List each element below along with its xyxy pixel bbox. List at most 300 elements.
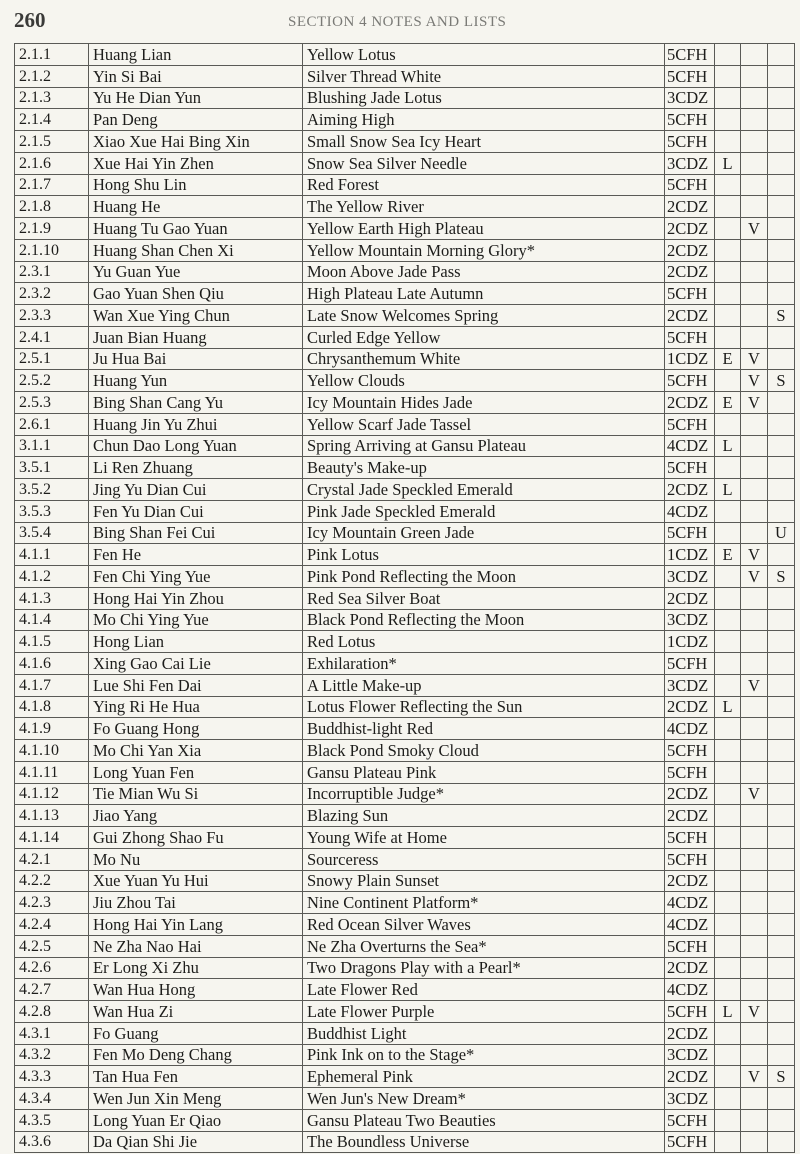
type-code: 2CDZ [665,261,715,283]
flag-3: S [768,305,795,327]
type-code: 5CFH [665,761,715,783]
flag-3 [768,653,795,675]
type-code: 5CFH [665,131,715,153]
flag-2 [741,305,768,327]
chinese-name: Huang Shan Chen Xi [89,239,303,261]
chinese-name: Long Yuan Fen [89,761,303,783]
type-code: 5CFH [665,370,715,392]
cultivar-code: 2.1.6 [15,152,89,174]
flag-2 [741,131,768,153]
table-row [15,479,795,501]
flag-3: S [768,566,795,588]
flag-1 [715,631,741,653]
english-name: Moon Above Jade Pass [303,261,665,283]
chinese-name: Yin Si Bai [89,65,303,87]
section-title: SECTION 4 NOTES AND LISTS [288,14,507,30]
cultivar-code: 4.1.12 [15,783,89,805]
flag-3 [768,239,795,261]
chinese-name: Chun Dao Long Yuan [89,435,303,457]
flag-3 [768,435,795,457]
chinese-name: Fen Yu Dian Cui [89,500,303,522]
table-row [15,239,795,261]
table-row [15,1109,795,1131]
flag-3 [768,979,795,1001]
flag-1 [715,1066,741,1088]
chinese-name: Hong Shu Lin [89,174,303,196]
type-code: 4CDZ [665,500,715,522]
type-code: 5CFH [665,1109,715,1131]
type-code: 5CFH [665,522,715,544]
english-name: Yellow Lotus [303,44,665,66]
flag-2 [741,239,768,261]
flag-2 [741,44,768,66]
flag-1 [715,500,741,522]
flag-1 [715,892,741,914]
type-code: 4CDZ [665,435,715,457]
cultivar-code: 2.1.5 [15,131,89,153]
cultivar-code: 4.2.4 [15,914,89,936]
flag-1 [715,326,741,348]
flag-3 [768,218,795,240]
flag-1 [715,174,741,196]
english-name: Pink Lotus [303,544,665,566]
table-row [15,87,795,109]
table-row [15,827,795,849]
table-row [15,500,795,522]
type-code: 4CDZ [665,718,715,740]
cultivar-code: 2.1.10 [15,239,89,261]
flag-2 [741,87,768,109]
type-code: 1CDZ [665,544,715,566]
flag-2 [741,457,768,479]
flag-1 [715,587,741,609]
chinese-name: Wen Jun Xin Meng [89,1088,303,1110]
page-header [14,8,794,36]
english-name: Black Pond Smoky Cloud [303,740,665,762]
flag-2: V [741,566,768,588]
flag-3 [768,87,795,109]
cultivar-code: 4.2.6 [15,957,89,979]
flag-2 [741,413,768,435]
chinese-name: Hong Hai Yin Lang [89,914,303,936]
chinese-name: Huang Lian [89,44,303,66]
english-name: Yellow Scarf Jade Tassel [303,413,665,435]
english-name: A Little Make-up [303,674,665,696]
chinese-name: Yu Guan Yue [89,261,303,283]
table-row [15,631,795,653]
table-row [15,1066,795,1088]
flag-1 [715,653,741,675]
flag-2 [741,500,768,522]
table-row [15,1131,795,1153]
cultivar-code: 4.1.6 [15,653,89,675]
english-name: Gansu Plateau Two Beauties [303,1109,665,1131]
flag-3 [768,957,795,979]
type-code: 5CFH [665,174,715,196]
type-code: 3CDZ [665,87,715,109]
cultivar-code: 4.2.1 [15,848,89,870]
flag-2 [741,805,768,827]
chinese-name: Xiao Xue Hai Bing Xin [89,131,303,153]
cultivar-code: 4.2.8 [15,1001,89,1023]
cultivar-code: 4.1.2 [15,566,89,588]
flag-3 [768,870,795,892]
flag-2: V [741,1066,768,1088]
flag-2 [741,522,768,544]
cultivar-code: 2.5.1 [15,348,89,370]
table-row [15,131,795,153]
table-row [15,1044,795,1066]
type-code: 5CFH [665,109,715,131]
flag-3 [768,196,795,218]
flag-3 [768,1109,795,1131]
type-code: 2CDZ [665,239,715,261]
flag-3 [768,326,795,348]
chinese-name: Jiu Zhou Tai [89,892,303,914]
cultivar-code: 3.5.2 [15,479,89,501]
flag-2: V [741,348,768,370]
chinese-name: Gui Zhong Shao Fu [89,827,303,849]
flag-1 [715,109,741,131]
flag-1 [715,218,741,240]
type-code: 2CDZ [665,1066,715,1088]
flag-1: L [715,1001,741,1023]
flag-2 [741,1109,768,1131]
flag-1 [715,44,741,66]
flag-1 [715,196,741,218]
english-name: Pink Ink on to the Stage* [303,1044,665,1066]
type-code: 2CDZ [665,196,715,218]
english-name: The Boundless Universe [303,1131,665,1153]
table-row [15,740,795,762]
cultivar-code: 4.1.8 [15,696,89,718]
chinese-name: Jing Yu Dian Cui [89,479,303,501]
type-code: 5CFH [665,1131,715,1153]
english-name: Wen Jun's New Dream* [303,1088,665,1110]
flag-1 [715,413,741,435]
type-code: 2CDZ [665,957,715,979]
flag-3 [768,392,795,414]
table-row [15,65,795,87]
flag-2 [741,479,768,501]
english-name: Exhilaration* [303,653,665,675]
flag-2 [741,696,768,718]
flag-3 [768,631,795,653]
cultivar-code: 2.3.2 [15,283,89,305]
flag-2 [741,587,768,609]
table-row [15,870,795,892]
chinese-name: Bing Shan Cang Yu [89,392,303,414]
table-row [15,152,795,174]
cultivar-code: 2.1.4 [15,109,89,131]
cultivar-code: 4.1.10 [15,740,89,762]
flag-1 [715,718,741,740]
cultivar-code: 4.1.11 [15,761,89,783]
flag-2 [741,631,768,653]
flag-3 [768,740,795,762]
flag-2 [741,1022,768,1044]
cultivar-code: 3.5.1 [15,457,89,479]
chinese-name: Ying Ri He Hua [89,696,303,718]
type-code: 5CFH [665,653,715,675]
table-row [15,653,795,675]
flag-1 [715,1044,741,1066]
flag-3 [768,914,795,936]
flag-3 [768,44,795,66]
cultivar-code: 4.1.5 [15,631,89,653]
english-name: Icy Mountain Green Jade [303,522,665,544]
flag-2: V [741,370,768,392]
flag-1: L [715,696,741,718]
cultivar-code: 2.1.2 [15,65,89,87]
flag-2 [741,65,768,87]
table-row [15,674,795,696]
flag-1 [715,1131,741,1153]
table-row [15,892,795,914]
flag-2 [741,718,768,740]
english-name: Blushing Jade Lotus [303,87,665,109]
flag-3 [768,174,795,196]
flag-1 [715,870,741,892]
flag-1 [715,805,741,827]
chinese-name: Jiao Yang [89,805,303,827]
chinese-name: Wan Hua Hong [89,979,303,1001]
flag-1 [715,1109,741,1131]
flag-1 [715,957,741,979]
chinese-name: Gao Yuan Shen Qiu [89,283,303,305]
english-name: Yellow Mountain Morning Glory* [303,239,665,261]
flag-3 [768,1022,795,1044]
flag-1: L [715,152,741,174]
cultivar-code: 3.1.1 [15,435,89,457]
table-row [15,696,795,718]
type-code: 5CFH [665,935,715,957]
chinese-name: Ne Zha Nao Hai [89,935,303,957]
cultivar-code: 4.2.7 [15,979,89,1001]
flag-1 [715,87,741,109]
english-name: Crystal Jade Speckled Emerald [303,479,665,501]
table-row [15,392,795,414]
table-row [15,196,795,218]
type-code: 3CDZ [665,1044,715,1066]
cultivar-code: 2.1.1 [15,44,89,66]
cultivar-code: 2.3.1 [15,261,89,283]
english-name: Young Wife at Home [303,827,665,849]
type-code: 5CFH [665,413,715,435]
cultivar-code: 3.5.4 [15,522,89,544]
type-code: 2CDZ [665,870,715,892]
flag-2 [741,152,768,174]
flag-1 [715,609,741,631]
flag-1: E [715,392,741,414]
chinese-name: Juan Bian Huang [89,326,303,348]
table-row [15,914,795,936]
english-name: Snowy Plain Sunset [303,870,665,892]
flag-1 [715,761,741,783]
flag-2: V [741,392,768,414]
flag-3 [768,479,795,501]
type-code: 5CFH [665,326,715,348]
chinese-name: Mo Nu [89,848,303,870]
flag-2 [741,326,768,348]
flag-1 [715,566,741,588]
flag-3 [768,65,795,87]
flag-2 [741,935,768,957]
flag-2: V [741,544,768,566]
table-row [15,413,795,435]
english-name: Lotus Flower Reflecting the Sun [303,696,665,718]
table-row [15,218,795,240]
page-number: 260 [14,8,46,32]
chinese-name: Huang Jin Yu Zhui [89,413,303,435]
table-row [15,848,795,870]
table-row [15,326,795,348]
english-name: Small Snow Sea Icy Heart [303,131,665,153]
english-name: Late Flower Red [303,979,665,1001]
chinese-name: Fen Chi Ying Yue [89,566,303,588]
flag-3 [768,544,795,566]
type-code: 1CDZ [665,631,715,653]
chinese-name: Wan Hua Zi [89,1001,303,1023]
flag-1 [715,914,741,936]
type-code: 2CDZ [665,1022,715,1044]
type-code: 4CDZ [665,892,715,914]
table-row [15,435,795,457]
flag-3 [768,761,795,783]
english-name: Silver Thread White [303,65,665,87]
chinese-name: Xue Hai Yin Zhen [89,152,303,174]
type-code: 3CDZ [665,1088,715,1110]
flag-2 [741,609,768,631]
flag-3 [768,674,795,696]
flag-3 [768,696,795,718]
table-row [15,1001,795,1023]
type-code: 2CDZ [665,805,715,827]
flag-1 [715,827,741,849]
english-name: Late Flower Purple [303,1001,665,1023]
flag-3 [768,109,795,131]
flag-2 [741,435,768,457]
table-row [15,44,795,66]
type-code: 5CFH [665,457,715,479]
table-row [15,587,795,609]
type-code: 5CFH [665,1001,715,1023]
flag-2 [741,653,768,675]
chinese-name: Mo Chi Yan Xia [89,740,303,762]
chinese-name: Er Long Xi Zhu [89,957,303,979]
table-row [15,283,795,305]
flag-2 [741,1131,768,1153]
cultivar-code: 2.1.3 [15,87,89,109]
type-code: 4CDZ [665,914,715,936]
chinese-name: Pan Deng [89,109,303,131]
flag-3 [768,892,795,914]
flag-1 [715,674,741,696]
cultivar-table [14,43,795,1153]
flag-2 [741,914,768,936]
cultivar-code: 4.3.6 [15,1131,89,1153]
cultivar-code: 4.3.3 [15,1066,89,1088]
english-name: Buddhist Light [303,1022,665,1044]
table-row [15,783,795,805]
chinese-name: Bing Shan Fei Cui [89,522,303,544]
flag-3 [768,935,795,957]
type-code: 3CDZ [665,674,715,696]
type-code: 2CDZ [665,783,715,805]
table-row [15,761,795,783]
chinese-name: Ju Hua Bai [89,348,303,370]
flag-2 [741,196,768,218]
english-name: Gansu Plateau Pink [303,761,665,783]
english-name: Spring Arriving at Gansu Plateau [303,435,665,457]
cultivar-code: 4.1.14 [15,827,89,849]
table-row [15,544,795,566]
table-row [15,1088,795,1110]
cultivar-code: 2.1.7 [15,174,89,196]
flag-1 [715,261,741,283]
cultivar-code: 3.5.3 [15,500,89,522]
flag-2 [741,109,768,131]
chinese-name: Yu He Dian Yun [89,87,303,109]
type-code: 5CFH [665,65,715,87]
type-code: 3CDZ [665,609,715,631]
flag-1 [715,1022,741,1044]
type-code: 4CDZ [665,979,715,1001]
type-code: 1CDZ [665,348,715,370]
cultivar-code: 4.1.13 [15,805,89,827]
cultivar-code: 4.3.1 [15,1022,89,1044]
table-row [15,718,795,740]
flag-3 [768,827,795,849]
flag-2 [741,283,768,305]
flag-1 [715,305,741,327]
english-name: Ephemeral Pink [303,1066,665,1088]
flag-3 [768,1131,795,1153]
english-name: Blazing Sun [303,805,665,827]
flag-2: V [741,1001,768,1023]
flag-3 [768,348,795,370]
chinese-name: Xue Yuan Yu Hui [89,870,303,892]
chinese-name: Fo Guang Hong [89,718,303,740]
english-name: Pink Jade Speckled Emerald [303,500,665,522]
english-name: The Yellow River [303,196,665,218]
flag-3 [768,587,795,609]
flag-1: L [715,479,741,501]
flag-2: V [741,218,768,240]
flag-1 [715,522,741,544]
table-row [15,305,795,327]
english-name: Red Ocean Silver Waves [303,914,665,936]
chinese-name: Li Ren Zhuang [89,457,303,479]
flag-1: L [715,435,741,457]
cultivar-code: 4.3.4 [15,1088,89,1110]
chinese-name: Hong Hai Yin Zhou [89,587,303,609]
flag-3 [768,805,795,827]
table-row [15,109,795,131]
flag-3 [768,1088,795,1110]
chinese-name: Fen He [89,544,303,566]
table-row [15,1022,795,1044]
type-code: 2CDZ [665,479,715,501]
table-body [15,44,795,1153]
flag-1 [715,848,741,870]
cultivar-code: 4.3.5 [15,1109,89,1131]
flag-3 [768,718,795,740]
table-row [15,174,795,196]
type-code: 5CFH [665,827,715,849]
table-row [15,370,795,392]
chinese-name: Huang Tu Gao Yuan [89,218,303,240]
